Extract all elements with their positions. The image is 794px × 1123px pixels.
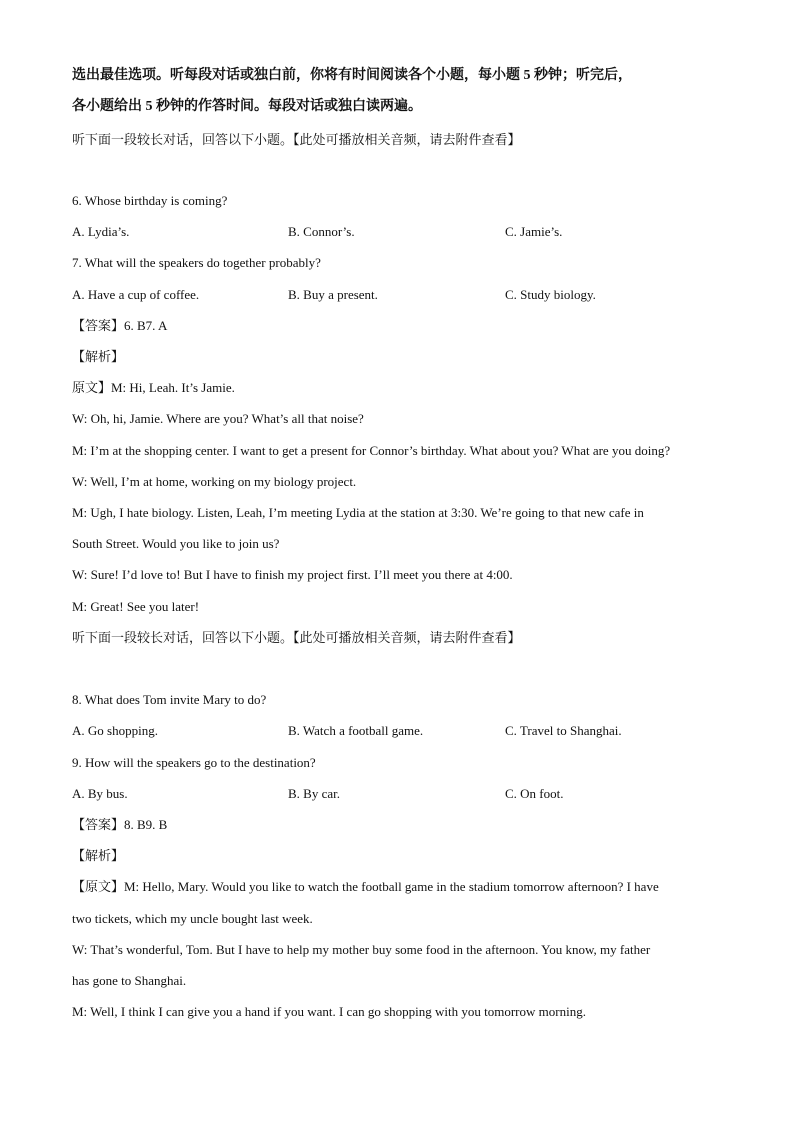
section2-prompt: 听下面一段较长对话，回答以下小题。【此处可播放相关音频，请去附件查看】 <box>72 630 521 645</box>
section1-analysis: 【解析】 <box>72 349 125 364</box>
question-8: 8. What does Tom invite Mary to do? <box>72 692 267 707</box>
transcript-line: W: That’s wonderful, Tom. But I have to help my mother buy some food in the afternoon. You know, my father <box>72 942 651 957</box>
intro-line-1: 选出最佳选项。听每段对话或独白前，你将有时间阅读各个小题，每小题 5 秒钟；听完后， <box>72 68 632 83</box>
transcript-line: two tickets, which my uncle bought last week. <box>72 911 313 926</box>
q9-option-c: C. On foot. <box>505 786 564 801</box>
question-7: 7. What will the speakers do together probably? <box>72 255 321 270</box>
transcript-line: M: Ugh, I hate biology. Listen, Leah, I’m meeting Lydia at the station at 3:30. We’re going to that new cafe in <box>72 505 644 520</box>
q8-option-c: C. Travel to Shanghai. <box>505 723 622 738</box>
q9-option-b: B. By car. <box>288 786 340 801</box>
section2-answer: 【答案】8. B9. B <box>72 817 168 832</box>
q7-option-c: C. Study biology. <box>505 287 596 302</box>
transcript-line: 【原文】M: Hello, Mary. Would you like to watch the football game in the stadium tomorrow afternoon? I have <box>72 879 659 894</box>
q8-option-a: A. Go shopping. <box>72 723 158 738</box>
transcript-line: has gone to Shanghai. <box>72 973 187 988</box>
transcript-line: W: Well, I’m at home, working on my biology project. <box>72 474 357 489</box>
transcript-line: 原文】M: Hi, Leah. It’s Jamie. <box>72 380 235 395</box>
transcript-line: South Street. Would you like to join us? <box>72 536 280 551</box>
q6-option-c: C. Jamie’s. <box>505 224 563 239</box>
section2-analysis: 【解析】 <box>72 848 125 863</box>
section1-answer: 【答案】6. B7. A <box>72 318 168 333</box>
transcript-line: M: I’m at the shopping center. I want to get a present for Connor’s birthday. What about you? What are you doing? <box>72 443 671 458</box>
q9-option-a: A. By bus. <box>72 786 128 801</box>
transcript-line: M: Well, I think I can give you a hand if you want. I can go shopping with you tomorrow morning. <box>72 1004 586 1019</box>
question-9: 9. How will the speakers go to the destination? <box>72 755 316 770</box>
transcript-line: W: Oh, hi, Jamie. Where are you? What’s all that noise? <box>72 411 364 426</box>
transcript-line: W: Sure! I’d love to! But I have to finish my project first. I’ll meet you there at 4:00. <box>72 567 513 582</box>
q7-option-b: B. Buy a present. <box>288 287 378 302</box>
q7-option-a: A. Have a cup of coffee. <box>72 287 200 302</box>
q6-option-b: B. Connor’s. <box>288 224 355 239</box>
intro-line-2: 各小题给出 5 秒钟的作答时间。每段对话或独白读两遍。 <box>72 99 422 114</box>
transcript-line: M: Great! See you later! <box>72 599 200 614</box>
question-6: 6. Whose birthday is coming? <box>72 193 228 208</box>
q8-option-b: B. Watch a football game. <box>288 723 424 738</box>
section1-prompt: 听下面一段较长对话，回答以下小题。【此处可播放相关音频，请去附件查看】 <box>72 132 521 147</box>
q6-option-a: A. Lydia’s. <box>72 224 130 239</box>
